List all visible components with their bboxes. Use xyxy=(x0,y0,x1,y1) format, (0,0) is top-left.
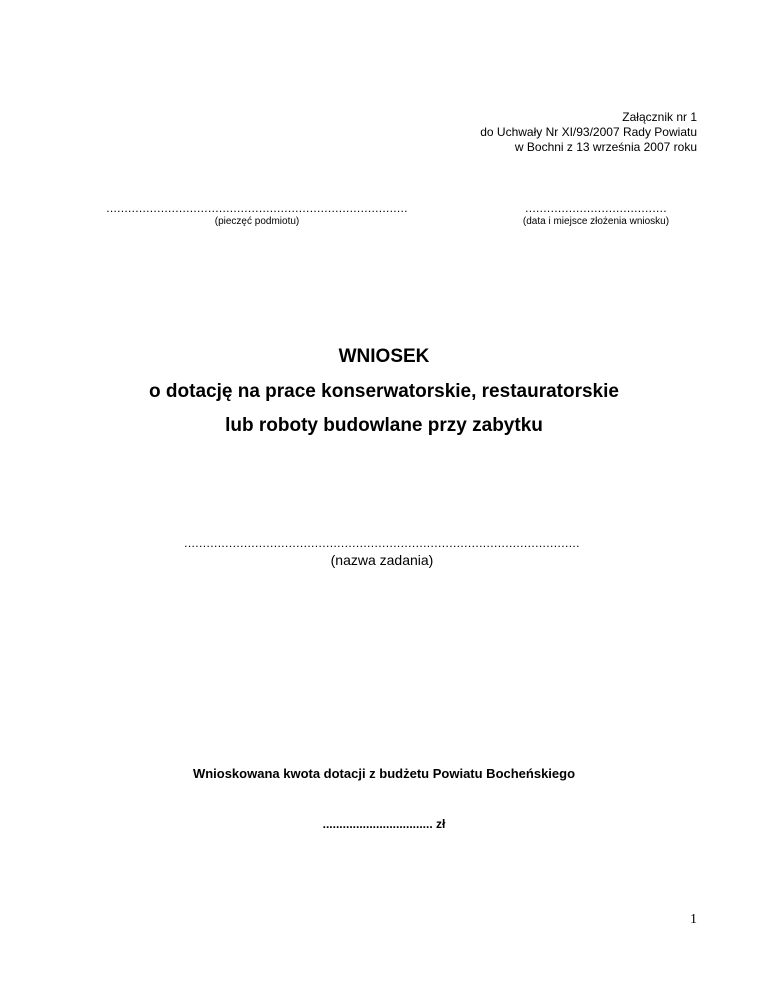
task-name-field[interactable] xyxy=(122,536,642,570)
date-dotted-line[interactable]: ....................................... xyxy=(525,201,667,215)
stamp-dotted-line[interactable]: ................................................................................... xyxy=(106,201,408,215)
document-subtitle-line-1: o dotację na prace konserwatorskie, restauratorskie xyxy=(149,381,619,402)
document-title: WNIOSEK xyxy=(338,346,430,367)
stamp-field[interactable] xyxy=(74,201,440,229)
date-place-field[interactable] xyxy=(496,201,696,229)
task-caption: (nazwa zadania) xyxy=(330,552,434,568)
annex-reference xyxy=(480,110,697,155)
date-caption: (data i miejsce złożenia wniosku) xyxy=(522,216,670,227)
annex-line-3: w Bochni z 13 września 2007 roku xyxy=(514,140,697,154)
stamp-caption: (pieczęć podmiotu) xyxy=(214,216,300,227)
page-number: 1 xyxy=(690,912,697,927)
requested-amount-label: Wnioskowana kwota dotacji z budżetu Powiatu Bocheńskiego xyxy=(192,766,576,781)
document-subtitle-line-2: lub roboty budowlane przy zabytku xyxy=(225,415,543,436)
annex-line-2: do Uchwały Nr XI/93/2007 Rady Powiatu xyxy=(480,125,697,139)
task-dotted-line[interactable]: .......................................................................................................... xyxy=(184,536,580,550)
requested-amount-field[interactable]: ................................. zł xyxy=(322,817,446,831)
annex-line-1: Załącznik nr 1 xyxy=(622,110,697,124)
